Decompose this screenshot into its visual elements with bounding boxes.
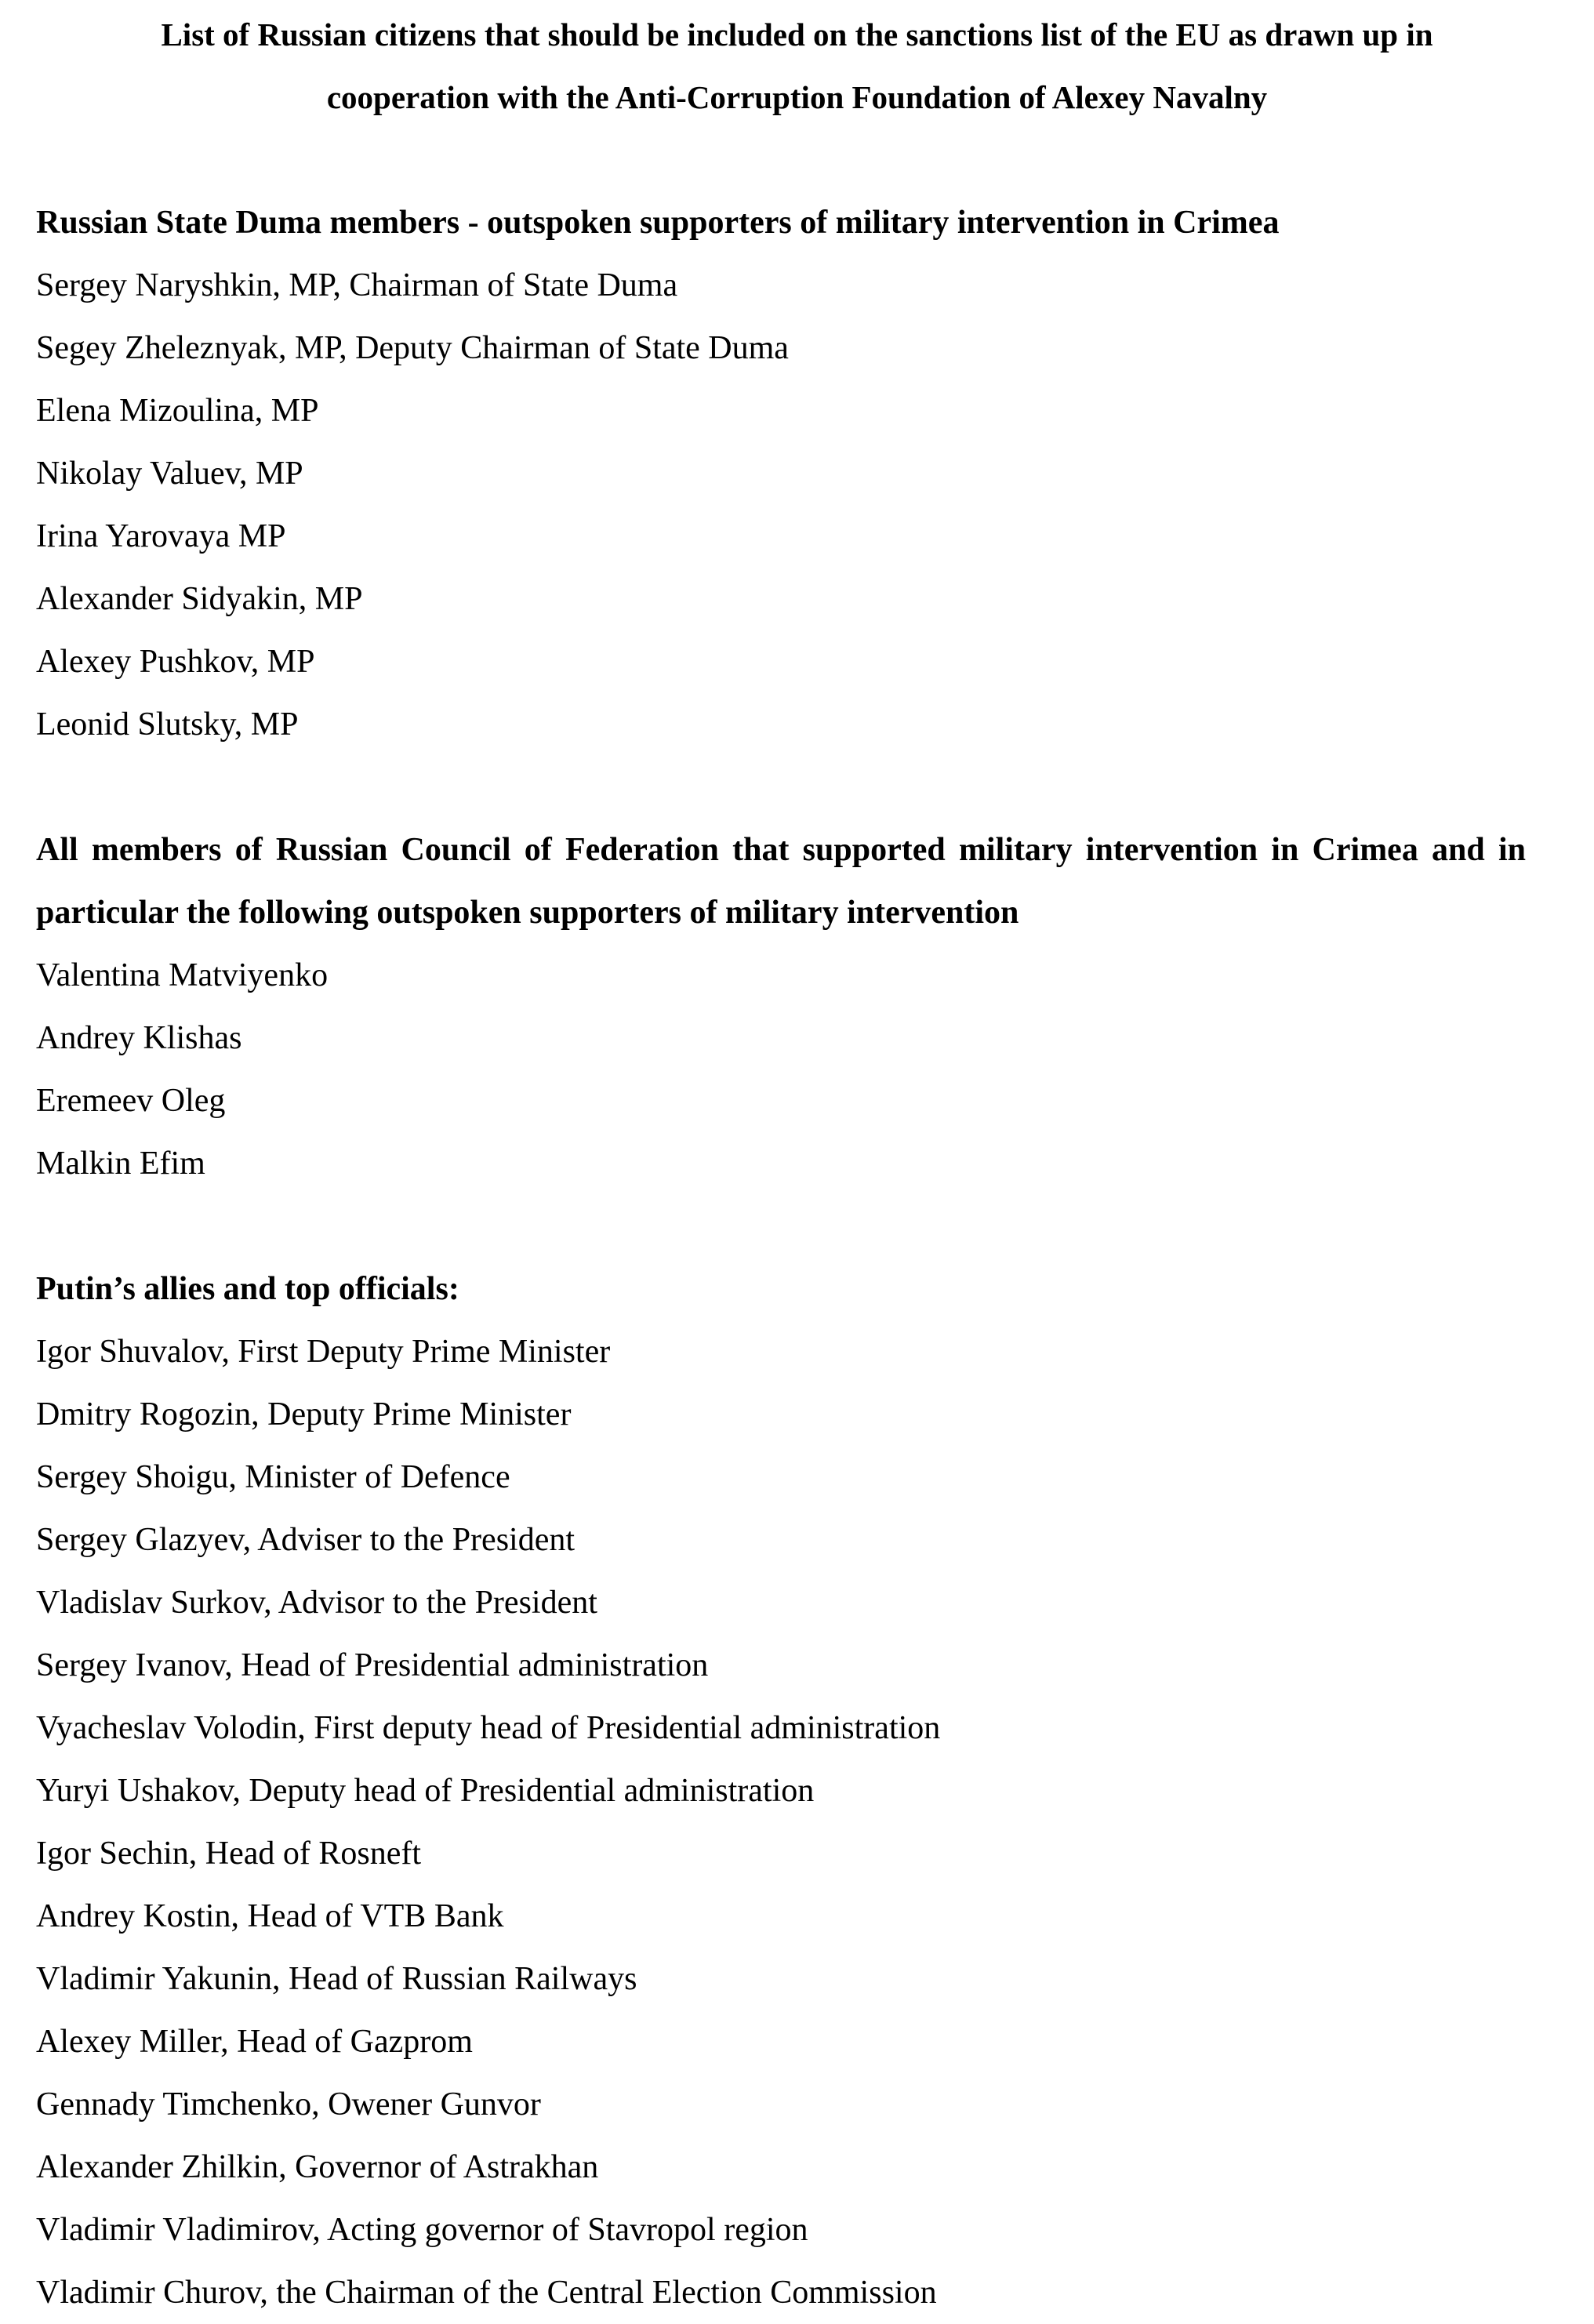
list-item: Vladislav Surkov, Advisor to the President bbox=[36, 1585, 597, 1621]
list-item: Nikolay Valuev, MP bbox=[36, 456, 303, 492]
list-item: Alexander Zhilkin, Governor of Astrakhan bbox=[36, 2149, 599, 2185]
entry-list bbox=[36, 1320, 1526, 2324]
list-item: Andrey Kostin, Head of VTB Bank bbox=[36, 1898, 504, 1934]
list-item: Gennady Timchenko, Owener Gunvor bbox=[36, 2086, 541, 2122]
list-item: Sergey Glazyev, Adviser to the President bbox=[36, 1522, 576, 1558]
list-item: Elena Mizoulina, MP bbox=[36, 393, 319, 429]
list-item: Sergey Naryshkin, MP, Chairman of State Duma bbox=[36, 267, 678, 303]
section-heading: Russian State Duma members - outspoken supporters of military intervention in Crimea bbox=[36, 205, 1280, 241]
entry-list bbox=[36, 254, 1526, 756]
list-item: Igor Sechin, Head of Rosneft bbox=[36, 1836, 422, 1872]
list-item: Malkin Efim bbox=[36, 1146, 205, 1182]
list-item: Dmitry Rogozin, Deputy Prime Minister bbox=[36, 1396, 572, 1433]
list-item: Alexey Pushkov, MP bbox=[36, 644, 315, 680]
list-item: Vyacheslav Volodin, First deputy head of Presidential administration bbox=[36, 1710, 941, 1746]
list-item: Irina Yarovaya MP bbox=[36, 518, 286, 554]
list-item: Vladimir Vladimirov, Acting governor of Stavropol region bbox=[36, 2212, 808, 2248]
list-item: Yuryi Ushakov, Deputy head of Presidential administration bbox=[36, 1773, 815, 1809]
list-item: Vladimir Yakunin, Head of Russian Railways bbox=[36, 1961, 637, 1997]
list-item: Sergey Ivanov, Head of Presidential administration bbox=[36, 1647, 709, 1683]
list-item: Andrey Klishas bbox=[36, 1020, 242, 1056]
section-heading: Putin’s allies and top officials: bbox=[36, 1271, 459, 1307]
section-state-duma bbox=[36, 191, 1526, 756]
section-putin-allies bbox=[36, 1258, 1526, 2324]
list-item: Igor Shuvalov, First Deputy Prime Minister bbox=[36, 1334, 611, 1370]
document-title bbox=[31, 3, 1563, 129]
entry-list bbox=[36, 944, 1526, 1195]
section-council-of-federation bbox=[36, 819, 1526, 1195]
list-item: Valentina Matviyenko bbox=[36, 957, 329, 993]
list-item: Sergey Shoigu, Minister of Defence bbox=[36, 1459, 510, 1495]
list-item: Segey Zheleznyak, MP, Deputy Chairman of State Duma bbox=[36, 330, 789, 366]
document-title-line-2: cooperation with the Anti-Corruption Foundation of Alexey Navalny bbox=[326, 79, 1268, 115]
list-item: Vladimir Churov, the Chairman of the Central Election Commission bbox=[36, 2275, 937, 2311]
section-heading: All members of Russian Council of Federation that supported military intervention in Crimea and in particular the following outspoken supporters of military intervention bbox=[36, 832, 1526, 931]
list-item: Alexey Miller, Head of Gazprom bbox=[36, 2024, 473, 2060]
list-item: Alexander Sidyakin, MP bbox=[36, 581, 363, 617]
document-title-line-1: List of Russian citizens that should be included on the sanctions list of the EU as drawn up in bbox=[161, 16, 1433, 53]
list-item: Eremeev Oleg bbox=[36, 1083, 226, 1119]
list-item: Leonid Slutsky, MP bbox=[36, 706, 299, 743]
